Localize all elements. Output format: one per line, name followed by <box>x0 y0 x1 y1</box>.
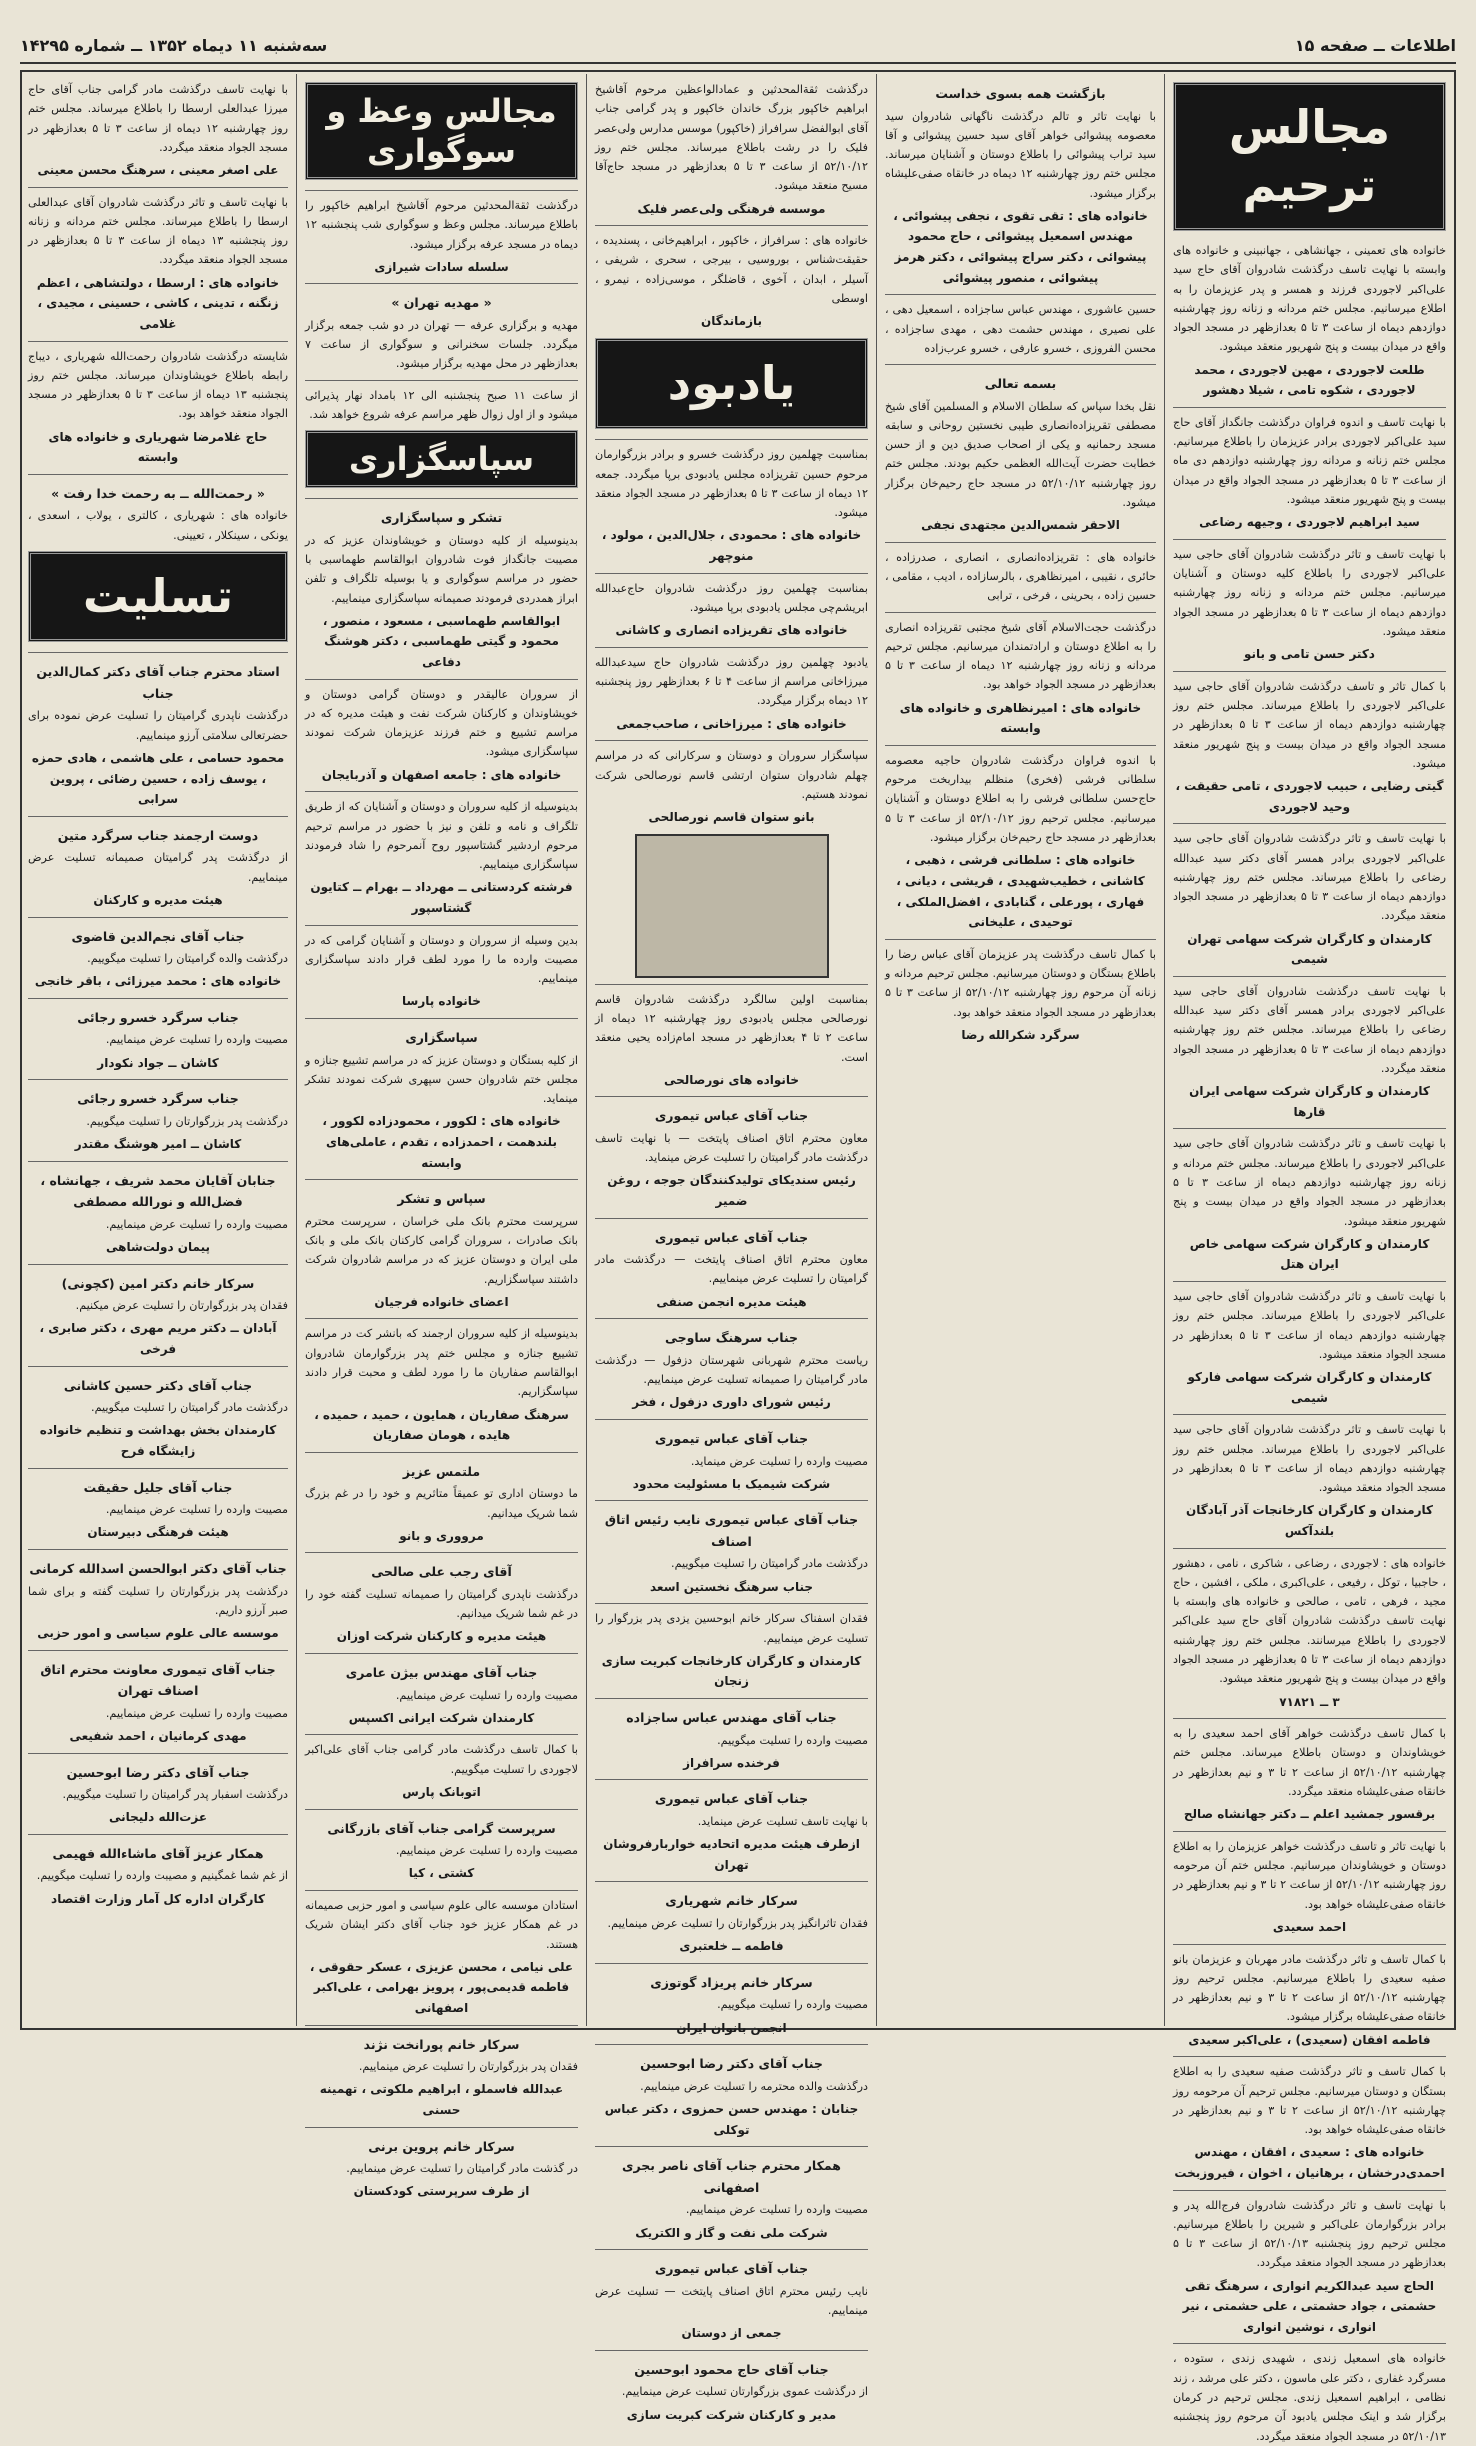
notice <box>1173 1414 1446 1541</box>
notice-signature: کارمندان و کارگران شرکت سهامی ایران قارها <box>1189 1084 1430 1119</box>
notice-signature: طلعت لاجوردی ، مهین لاجوردی ، محمد لاجوردی ، شکوه تامی ، شیلا دهشور <box>1194 362 1425 398</box>
notice <box>28 341 288 468</box>
notice-text: با نهایت تاسف و تاثر درگذشت شادروان آقای حاجی سید علی‌اکبر لاجوردی را باطلاع میرساند. مجلس ختم روز چهارشنبه دوازدهم دیماه از ساعت ۳ تا ۵ بعدازظهر در مسجد الجواد منعقد میشود. <box>1173 1423 1446 1495</box>
notice <box>28 80 288 181</box>
notice-signature: مدیر و کارکنان شرکت کبریت سازی <box>626 2407 837 2422</box>
notice-heading: « رحمت‌الله ــ به رحمت خدا رفت » <box>51 485 265 501</box>
notice-text: با نهایت تاسف و تاثر درگذشت شادروان آقای حاجی سید علی‌اکبر لاجوردی را باطلاع میرساند. مجلس ختم مردانه و زنانه روز چهارشنبه دوازدهم دیماه از ساعت ۳ تا ۵ بعدازظهر در مسجد الجواد واقع در میدان بیست و پنج شهریور منعقد میشود. <box>1173 1137 1447 1228</box>
column-tarhim <box>1164 74 1454 2443</box>
notice-heading: سرکار خانم پروین برنی <box>368 2138 515 2154</box>
notice-text: از غم شما غمگینیم و مصیبت وارده را تسلیت میگوییم. <box>36 1869 288 1883</box>
notice <box>1173 1128 1446 1275</box>
notice-text: با نهایت تاسف درگذشت شادروان آقای حاجی سید علی‌اکبر لاجوردی برادر همسر آقای دکتر سید عبدالله رضاعی را باطلاع میرساند. مجلس ختم روز چهارشنبه دوازدهم دیماه از ساعت ۳ تا ۵ بعدازظهر در مسجد الجواد منعقد میگردد. <box>1173 984 1446 1075</box>
notice-text: با نهایت تاسف و اندوه فراوان درگذشت جانگداز آقای حاج سید علی‌اکبر لاجوردی برادر عزیزمان را باطلاع میرسانیم. مجلس ختم زنانه و مردانه روز چهارشنبه دوازدهم دی ماه از ساعت ۳ تا ۵ بعدازظهر در مسجد الجواد واقع در میدان بیست و پنج شهریور منعقد میشود. <box>1173 415 1447 506</box>
notice <box>1173 823 1446 970</box>
notice <box>305 1552 578 1647</box>
notice <box>595 573 868 641</box>
notice <box>28 1834 288 1909</box>
notice-signature: ۳ ــ ۷۱۸۲۱ <box>1279 1694 1340 1709</box>
notice <box>885 83 1156 288</box>
notice-signature: حاج غلامرضا شهریاری و خانواده های وابسته <box>48 429 268 465</box>
notice-signature: هیئت مدیره و کارکنان شرکت اوزان <box>336 1629 547 1644</box>
notice-text: بدینوسیله از کلیه دوستان و خویشاوندان عزیز که در مصیبت جانگداز فوت شادروان ابوالقاسم طهماسبی با حضور در مراسم سوگواری و یا بوسیله تلگراف و تلفن ابراز همدردی فرمودند صمیمانه سپاسگزاری مینماییم. <box>305 533 578 605</box>
notice-text: مصیبت وارده را تسلیت عرض مینماییم. <box>105 1503 288 1517</box>
notice-heading: استاد محترم جناب آقای دکتر کمال‌الدین جناب <box>36 664 280 701</box>
notice-heading: جنابان آقایان محمد شریف ، جهانشاه ، فضل‌الله و نورالله مصطفی <box>40 1172 276 1210</box>
notice-text: خانواده های : سرافراز ، خاکپور ، ابراهیم‌خانی ، پسندیده ، حقیقت‌شناس ، بوروسیی ، بیرجی ، سحری ، شریفی ، آسیلر ، ابدان ، آخوی ، قاضلگر ، موسی‌زاده ، نیمرو ، اوسطی <box>595 234 868 306</box>
notice-text: خانواده های تعمینی ، جهانشاهی ، جهانبینی و خانواده های وابسته با نهایت تاسف درگذشت شادروان آقای حاج سید علی‌اکبر لاجوردی فرزند و همسر و پدر عزیزمان را به اطلاع میرسانیم. مجلس ختم مردانه و زنانه روز چهارشنبه دوازدهم دیماه از ساعت ۳ تا ۵ بعدازظهر در مسجد الجواد واقع در میدان بیست و پنج شهریور منعقد میشود. <box>1173 244 1446 354</box>
notice-heading: سپاس و تشکر <box>397 1191 486 1207</box>
notice-heading: سرکار خانم دکتر امین (کچونی) <box>61 1275 255 1291</box>
notice-text: خانواده های : تقریزاده‌انصاری ، انصاری ، صدرزاده ، حائری ، نقیبی ، امیرنظاهری ، بالرسازاده ، ادیب ، مقامی ، حسین زاده ، بحرینی ، فرخی ، ترابی <box>885 550 1156 603</box>
notice-text: مصیبت وارده را تسلیت میگوییم. <box>717 1998 868 2012</box>
notice-signature: بانو ستوان قاسم نورصالحی <box>648 810 815 825</box>
notice-text: خانواده های : شهریاری ، کالتری ، یولاب ، اسعدی ، یونکی ، سینکلار ، تعیینی. <box>28 509 288 542</box>
notice-heading: دوست ارجمند جناب سرگرد متین <box>57 827 259 843</box>
notice <box>595 1500 868 1597</box>
notice <box>885 939 1156 1046</box>
notice-text: بمناسبت چهلمین روز درگذشت خسرو و برادر بزرگوارمان مرحوم حسین تقریزاده مجلس یادبودی برپا میگردد. جمعه ۱۲ دیماه از ساعت ۳ تا ۵ بعدازظهر در مسجد الجواد منعقد میشود. <box>595 448 869 520</box>
notice-heading: ملتمس عزیز <box>402 1463 481 1479</box>
notice-signature: جناب سرهنگ نخستین اسعد <box>650 1579 813 1594</box>
notice-text: با کمال تاسف و تاثر درگذشت مادر مهربان و عزیزمان بانو صفیه سعیدی را باطلاع میرسانیم. مجلس ترحیم روز چهارشنبه ۵۲/۱۰/۱۲ از ساعت ۲ تا ۳ و نیم بعدازظهر در خانقاه صفی‌علیشاه برگزار میشود. <box>1173 1952 1446 2024</box>
notice-signature: علی نیامی ، محسن عزیزی ، عسکر حقوقی ، فاطمه قدیمی‌پور ، پرویز بهرامی ، علی‌اکبر اصفهانی <box>309 1959 574 2016</box>
notice-heading: جناب آقای مهندس بیژن عامری <box>345 1665 538 1681</box>
notice-text: با کمال تاثر و تاسف درگذشت شادروان آقای حاجی سید علی‌اکبر لاجوردی را باطلاع میرساند. مجلس ختم روز چهارشنبه دوازدهم دیماه از ساعت ۳ تا ۵ بعدازظهر در مسجد الجواد واقع در میدان بیست و پنج شهریور منعقد میشود. <box>1173 679 1446 770</box>
notice-text: بمناسبت اولین سالگرد درگذشت شادروان قاسم نورصالحی مجلس یادبودی روز چهارشنبه ۱۲ دیماه از ساعت ۲ تا ۴ بعدازظهر در مسجد امام‌زاده یحیی منعقد است. <box>595 992 869 1064</box>
notice <box>1173 2056 1446 2183</box>
notice-text: از درگذشت پدر گرامیتان صمیمانه تسلیت عرض مینماییم. <box>28 851 288 884</box>
notice-signature: فاطمه افقان (سعیدی) ، علی‌اکبر سعیدی <box>1188 2032 1431 2047</box>
notice-text: مصیبت وارده را تسلیت عرض مینماییم. <box>105 1217 288 1231</box>
notice-signature: ازطرف هیئت مدیره اتحادیه خواربارفروشان تهران <box>603 1837 860 1872</box>
notice-signature: احمد سعیدی <box>1272 1919 1347 1934</box>
notice-signature: فاطمه ــ خلعتبری <box>679 1939 784 1954</box>
notice-heading: جناب سرگرد خسرو رجائی <box>77 1009 239 1025</box>
notice <box>595 2350 868 2425</box>
notice <box>595 740 868 827</box>
notice-heading: سرپرست گرامی جناب آقای بازرگانی <box>327 1820 556 1836</box>
notice <box>305 2127 578 2202</box>
notice <box>595 1218 868 1313</box>
notice-heading: جناب سرگرد خسرو رجائی <box>77 1091 239 1107</box>
notice-text: با نهایت تاسف تسلیت عرض مینماید. <box>697 1814 868 1828</box>
notice <box>305 190 578 277</box>
notice <box>28 1650 288 1747</box>
notice <box>1173 2343 1446 2445</box>
notice <box>1173 539 1446 665</box>
notice-signature: موسسه فرهنگی ولی‌عصر فلیک <box>637 201 826 216</box>
notice-text: خانواده های : لاجوردی ، رضاعی ، شاکری ، نامی ، دهشور ، حاجبیا ، توکل ، رفیعی ، علی‌اکبری ، ملکی ، افشین ، حاج مجید ، فرهی ، تامی ، صالحی و خانواده های وابسته با نهایت تاسف درگذشت شادروان آقای حاج سید علی‌اکبر لاجوردی را باطلاع میرسانند. مجلس ختم روز چهارشنبه دوازدهم دیماه از ساعت ۳ تا ۵ بعدازظهر در مسجد الجواد واقع در میدان بیست و پنج شهریور منعقد میشود. <box>1173 1556 1446 1686</box>
date-line: سه‌شنبه ۱۱ دیماه ۱۳۵۲ ــ شماره ۱۴۲۹۵ <box>20 35 328 55</box>
notice <box>305 1734 578 1802</box>
notice-text: با کمال تاسف درگذشت مادر گرامی جناب آقای علی‌اکبر لاجوردی را تسلیت میگوییم. <box>305 1743 578 1776</box>
notice-signature: کارمندان و کارگران شرکت سهامی تهران شیمی <box>1187 931 1432 967</box>
notice <box>305 1452 578 1547</box>
notice <box>305 791 578 918</box>
notice-heading: جناب سرهنگ ساوجی <box>664 1330 799 1346</box>
notice-signature: کارمندان و کارگران شرکت سهامی خاص ایران هتل <box>1189 1236 1430 1272</box>
notice-text: درگذشت اسفبار پدر گرامیتان را تسلیت میگوییم. <box>62 1788 288 1802</box>
column-vaz <box>296 74 586 2199</box>
notice-heading: سپاسگزاری <box>405 1030 478 1046</box>
page-header <box>20 28 1456 64</box>
notice-heading: همکار محترم جناب آقای ناصر بجری اصفهانی <box>622 2158 841 2195</box>
notice-text: استادان موسسه عالی علوم سیاسی و امور حزبی صمیمانه در غم همکار عزیز خود جناب آقای دکتر ایشان شریک هستند. <box>305 1899 578 1951</box>
notice-signature: هیئت مدیره و کارکنان <box>93 892 223 907</box>
notice <box>28 917 288 992</box>
notice-signature: فرخنده سرافراز <box>683 1755 780 1770</box>
notice-signature: کارگران اداره کل آمار وزارت اقتصاد <box>51 1891 265 1906</box>
notice <box>28 1468 288 1543</box>
notice-text: با نهایت تاسف و تاثر درگذشت شادروان آقای عبدالعلی ارسطا را باطلاع میرساند. مجلس ختم مردانه و زنانه روز پنجشنبه ۱۳ دیماه از ساعت ۳ تا ۵ بعدازظهر در مسجد الجواد منعقد میگردد. <box>28 195 289 267</box>
portrait-photo <box>635 834 829 978</box>
notice-signature: هیئت فرهنگی دبیرستان <box>87 1525 229 1540</box>
notice-signature: کارمندان و کارگران کارخانجات آذر آبادگان بلندآکس <box>1185 1503 1433 1539</box>
notice <box>595 1603 868 1692</box>
notice-signature: اعضای خانواده فرجیان <box>374 1294 509 1309</box>
notice-heading: جناب آقای عباس تیموری <box>654 1431 809 1446</box>
notice-signature: سلسله سادات شیرازی <box>374 259 509 274</box>
notice-text: نقل بخدا سپاس که سلطان الاسلام و المسلمین آقای شیخ مصطفی تقریزاده‌انصاری طیبی نخستین روحانی و سابقه مسجد رحمانیه و یکی از اصحاب صدیق دین و از حسن خطابت حضرت آیت‌الله العظمی حکیم بودند. مجلس ختم روز چهارشنبه ۵۲/۱۰/۱۲ در مسجد حاج رحیم‌خان برگزار میشود. <box>885 399 1156 509</box>
notice <box>305 1890 578 2019</box>
notice-signature: کاشان ــ امیر هوشنگ مقتدر <box>74 1137 242 1152</box>
notice <box>305 679 578 786</box>
notice-signature: از طرف سرپرستی کودکستان <box>353 2184 530 2199</box>
notice-text: با کمال تاسف و تاثر درگذشت صفیه سعیدی را به اطلاع بستگان و دوستان میرسانیم. مجلس ترحیم آن مرحومه روز چهارشنبه ۵۲/۱۰/۱۲ از ساعت ۲ تا ۳ و نیم بعدازظهر در خانقاه صفی‌علیشاه خواهد بود. <box>1173 2065 1446 2137</box>
notice-signature: خانواده های : سلطانی فرشی ، ذهبی ، کاشانی ، خطیب‌شهیدی ، قریشی ، دیانی ، فهاری ، پورعلی ، گنابادی ، افضل‌الملکی ، توحیدی ، علیخانی <box>896 853 1145 930</box>
notice-text: نایب رئیس محترم اتاق اصناف پایتخت — تسلیت عرض مینماییم. <box>595 2284 868 2317</box>
notice-signature: کارمندان و کارگران شرکت سهامی فارکو شیمی <box>1187 1370 1432 1405</box>
notice-signature: عبدالله فاسملو ، ابراهیم ملکوتی ، تهمینه حسنی <box>319 2082 564 2118</box>
notice-signature: محمود حسامی ، علی هاشمی ، هادی حمزه ، یوسف زاده ، حسین رضائی ، پروین سرابی <box>31 751 285 807</box>
notice-signature: رئیس شورای داوری دزفول ، فخر <box>632 1395 831 1410</box>
notice-signature: الحاج سید عبدالکریم انواری ، سرهنگ تقی حشمتی ، جواد حشمتی ، علی حشمتی ، نیر انواری ، نوشین انواری <box>1182 2278 1437 2334</box>
notice-text: بمناسبت چهلمین روز درگذشت شادروان حاج‌عبدالله ابریشم‌چی مجلس یادبودی برپا میشود. <box>595 581 868 614</box>
notice-text: با نهایت تاسف و تاثر درگذشت شادروان فرج‌الله پدر و برادر بزرگوارمان علی‌اکبر و شیرین را باطلاع میرسانیم. مجلس ترحیم روز پنجشنبه ۵۲/۱۰/۱۳ از ساعت ۳ تا ۵ بعدازظهر در مسجد الجواد منعقد میگردد. <box>1173 2198 1446 2270</box>
c2-body <box>885 83 1156 1045</box>
notice-signature: اتوبانک پارس <box>402 1785 481 1800</box>
notice <box>595 225 868 332</box>
notice-text: از کلیه بستگان و دوستان عزیز که در مراسم تشییع جنازه و مجلس ختم شادروان حسن سپهری شرکت نمودند تشکر مینماید. <box>305 1053 578 1106</box>
notice-signature: شرکت ملی نفت و گاز و الکتریک <box>635 2225 828 2240</box>
notice-signature: فرشته کردستانی ــ مهرداد ــ بهرام ــ کتایون گشتاسپور <box>310 880 573 916</box>
notice <box>1173 1944 1446 2051</box>
notice-signature: عزت‌الله دلیجانی <box>108 1810 208 1825</box>
notice-text: مصیبت وارده را تسلیت عرض مینماید. <box>690 1454 868 1468</box>
banner-vaz: مجالس وعظ و سوگواری <box>305 82 578 180</box>
notice <box>885 364 1156 536</box>
notice <box>1173 1548 1446 1712</box>
column-yadbood <box>586 74 876 2422</box>
notice-heading: سرکار خانم پریزاد گوتوزی <box>650 1974 813 1990</box>
notice <box>305 1653 578 1728</box>
notice <box>28 1161 288 1258</box>
notice <box>885 294 1156 358</box>
notice-heading: جناب آقای دکتر حسین کاشانی <box>63 1377 253 1393</box>
notice-text: مصیبت وارده را تسلیت عرض مینماییم. <box>685 2203 868 2217</box>
notice-heading: تشکر و سپاسگزاری <box>380 510 503 526</box>
notice-text: با کمال تاسف درگذشت خواهر آقای احمد سعیدی را به خویشاوندان و دوستان باطلاع میرساند. مجلس ختم چهارشنبه ۵۲/۱۰/۱۲ از ساعت ۲ تا ۳ و نیم بعدازظهر در خانقاه صفی‌علیشاه منعقد میگردد. <box>1173 1727 1446 1798</box>
c5-body <box>28 80 288 1909</box>
notice-text: سپاسگزار سروران و دوستان و سرکارانی که در مراسم چهلم شادروان ستوان ارتشی قاسم نورصالحی شرکت نمودند هستیم. <box>595 749 868 801</box>
notice-signature: خانواده های نورصالحی <box>663 1072 800 1087</box>
notice-signature: پیمان دولت‌شاهی <box>106 1239 210 1254</box>
notice-signature: گیتی رضایی ، حبیب لاجوردی ، تامی حقیقت ، وحید لاجوردی <box>1175 779 1444 814</box>
notice-text: با اندوه فراوان درگذشت شادروان حاجیه معصومه سلطانی فرشی (فخری) منظلم بیداربخت مرحوم حاج‌حسن سلطانی فرشی را به اطلاع دوستان و آشنایان میرسانیم. مجلس ترحیم روز ۵۲/۱۰/۱۲ از ساعت ۳ تا ۵ بعدازظهر در مسجد حاج رحیم‌خان برگزار میشود. <box>885 753 1157 845</box>
notice <box>1173 671 1446 818</box>
banner-yadbood: یادبود <box>595 338 868 430</box>
notice <box>1173 976 1446 1123</box>
notice-heading: جناب آقای مهندس عباس ساجزاده <box>626 1710 837 1726</box>
notice-heading: جناب آقای عباس تیموری نایب رئیس اتاق اصناف <box>604 1512 859 1549</box>
notice <box>885 612 1156 739</box>
notice <box>28 474 288 545</box>
notice-text: درگذشت والده گرامیتان را تسلیت میگوییم. <box>87 952 288 966</box>
notice-signature: خانواده های : محمد میرزائی ، باقر خانجی <box>34 974 282 989</box>
notice-heading: جناب آقای عباس تیموری <box>654 1108 809 1124</box>
notice-text: درگذشت پدر بزرگوارتان را تسلیت گفته و برای شما صبر آرزو داریم. <box>28 1584 288 1617</box>
notice-signature: خانواده های : محمودی ، جلال‌الدین ، مولود ، منوچهر <box>601 528 862 564</box>
notice <box>595 1698 868 1773</box>
notice-signature: خانواده های : لکوور ، محمودزاده لکوور ، بلندهمت ، احمدزاده ، تقدم ، عاملی‌های وابسته <box>322 1114 561 1170</box>
notice-heading: جناب آقای تیموری معاونت محترم اتاق اصناف تهران <box>40 1661 276 1699</box>
notice-signature: سرهنگ صفاریان ، همایون ، حمید ، حمیده ، هایده ، هومان صفاریان <box>314 1407 569 1443</box>
notice-heading: جناب آقای دکتر رضا ابوحسین <box>640 2056 823 2072</box>
notice-signature: سرگرد شکرالله رضا <box>961 1027 1080 1042</box>
notice-text: معاون محترم اتاق اصناف پایتخت — با نهایت تاسف درگذشت مادر گرامیتان را تسلیت عرض مینماید. <box>595 1131 868 1165</box>
notice-heading: جناب آقای جلیل حقیقت <box>83 1479 233 1495</box>
notice-text: فقدان تاثرانگیز پدر بزرگوارتان را تسلیت عرض مینماییم. <box>607 1916 868 1930</box>
notice-heading: جناب آقای عباس تیموری <box>654 2261 809 2277</box>
notice <box>305 2025 578 2121</box>
notice-signature: ابوالقاسم طهماسبی ، مسعود ، منصور ، محمود و گیتی طهماسبی ، دکتر هوشنگ دفاعی <box>322 613 561 670</box>
notice-signature: خانواده های : امیرنظاهری و خانواده های وابسته <box>899 700 1142 736</box>
banner-sepas: سپاسگزاری <box>305 430 578 488</box>
notice-signature: کارمندان بخش بهداشت و تنظیم خانواده زایشگاه فرح <box>39 1423 277 1458</box>
notice-signature: علی اصغر معینی ، سرهنگ محسن معینی <box>37 163 279 178</box>
notice <box>595 1881 868 1956</box>
notice <box>595 1779 868 1875</box>
notice-text: ما دوستان اداری تو عمیقاً متاثریم و خود را در غم بزرگ شما شریک میدانیم. <box>305 1487 578 1520</box>
notice-heading: جناب آقای دکتر ابوالحسن اسدالله کرمانی <box>29 1561 287 1577</box>
notice-text: مصیبت وارده را تسلیت عرض مینماییم. <box>395 1688 578 1702</box>
notice <box>1173 1281 1446 1408</box>
notice-heading: جناب آقای حاج محمود ابوحسین <box>634 2361 829 2377</box>
notice-text: فقدان پدر بزرگوارتان را تسلیت عرض مینماییم. <box>358 2060 578 2074</box>
notice-signature: آبادان ــ دکتر مریم مهری ، دکتر صابری ، فرخی <box>39 1321 277 1356</box>
notice-signature: کارمندان شرکت ایرانی اکسپس <box>348 1710 535 1725</box>
notice <box>305 1318 578 1445</box>
notice <box>305 1018 578 1173</box>
notice-heading: همکار عزیز آقای ماشاءالله فهیمی <box>52 1845 264 1861</box>
notice-signature: شرکت شیمیک با مسئولیت محدود <box>632 1476 831 1491</box>
notice-text: سرپرست محترم بانک ملی خراسان ، سرپرست محترم بانک صادرات ، سروران گرامی کارکنان بانک ملی و بانک ملی ایران و دوستان عزیز که در مراسم شادروان شرکت داشتند سپاسگزاریم. <box>305 1214 578 1286</box>
notice-text: مصیبت وارده را تسلیت میگوییم. <box>717 1733 868 1747</box>
notice-text: درگذشت مادر گرامیتان را تسلیت میگوییم. <box>91 1401 288 1415</box>
notice <box>28 1366 288 1462</box>
banner-tasliat: تسلیت <box>28 551 288 643</box>
notice <box>28 1549 288 1644</box>
notice-text: درگذشت حجت‌الاسلام آقای شیخ مجتبی تقریزاده انصاری را به اطلاع دوستان و ارادتمندان میرسانیم. مجلس ترحیم مردانه و زنانه روز چهارشنبه ۱۲ دیماه از ساعت ۳ تا ۵ بعدازظهر در مسجد الجواد خواهد بود. <box>885 620 1156 692</box>
notice-signature: دکتر حسن تامی و بانو <box>1244 647 1375 662</box>
notice-signature: مرووری و بانو <box>399 1528 484 1543</box>
notice <box>595 439 868 566</box>
masthead: اطلاعات ــ صفحه ۱۵ <box>1294 35 1456 55</box>
notice-signature: کشتی ، کیا <box>408 1866 475 1881</box>
notice-signature: کاشان ــ جواد نکودار <box>97 1055 219 1070</box>
notice <box>1173 1831 1446 1938</box>
notice <box>595 647 868 734</box>
notice-text: در گذشت مادر گرامیتان را تسلیت عرض مینماییم. <box>346 2162 578 2176</box>
banner-tarhim: مجالس ترحیم <box>1173 82 1446 231</box>
notice-heading: سرکار خانم شهریاری <box>665 1893 798 1909</box>
notice <box>885 542 1156 606</box>
notice-signature: بازماندگان <box>700 314 763 329</box>
notice-text: مهدیه و برگزاری عرفه — تهران در دو شب جمعه برگزار میگردد. جلسات سخنرانی و سوگواری از ساعت ۷ بعدازظهر در محل مهدیه برگزار میشود. <box>305 318 578 371</box>
notice <box>28 187 288 335</box>
notice-heading: « مهدیه تهران » <box>391 295 492 311</box>
notice-text: با نهایت تاسف و تاثر درگذشت شادروان آقای حاجی سید علی‌اکبر لاجوردی را باطلاع کلیه دوستان و آشنایان میرسانیم. مجلس ختم مردانه و زنانه روز چهارشنبه دوازدهم دیماه از ساعت ۳ تا ۵ بعدازظهر در مسجد الجواد منعقد میشود. <box>1173 547 1446 638</box>
notice <box>595 1419 868 1494</box>
notice-signature: الاحقر شمس‌الدین مجتهدی نجفی <box>921 518 1120 533</box>
notice-text: شایسته درگذشت شادروان رحمت‌الله شهریاری ، دیباج رابطه باطلاع خویشاوندان میرساند. مجلس ختم روز پنجشنبه ۱۳ دیماه از ساعت ۳ تا ۵ بعدازظهر در مسجد الجواد منعقد خواهد بود. <box>28 349 288 421</box>
notice-text: درگذشت مادر گرامیتان را تسلیت میگوییم. <box>671 1557 868 1571</box>
notice-heading: بازگشت همه بسوی خداست <box>935 86 1106 101</box>
notice-text: درگذشت پدر بزرگوارتان را تسلیت میگوییم. <box>86 1114 288 1128</box>
notice-text: بدین وسیله از سروران و دوستان و آشنایان گرامی که در مصیبت وارده ما را مورد لطف قرار دادند سپاسگزاری مینماییم. <box>305 933 578 986</box>
notice <box>595 80 868 219</box>
notice <box>1173 1718 1446 1825</box>
notice-signature: خانواده پارسا <box>402 994 481 1009</box>
notice-text: با نهایت تاثر و تاسف درگذشت خواهر عزیزمان را به اطلاع دوستان و خویشاوندان میرسانیم. مجلس ختم آن مرحومه روز چهارشنبه ۵۲/۱۰/۱۲ از ساعت ۲ تا ۳ و نیم بعدازظهر در خانقاه صفی‌علیشاه خواهد بود. <box>1173 1839 1447 1911</box>
column-5 <box>20 74 296 2026</box>
notice-signature: خانواده های تقریزاده انصاری و کاشانی <box>615 623 848 638</box>
notice <box>595 1096 868 1211</box>
notice-text: خانواده های اسمعیل زندی ، شهیدی زندی ، ستوده ، مسرگرد غفاری ، دکتر علی ماسون ، دکتر علی مرشد ، زند نظامی ، ابراهیم اسمعیل زندی. مجلس ترحیم در کرمان برگزار شد و اینک مجلس یادبود آن مرحوم روز پنجشنبه ۵۲/۱۰/۱۳ در مسجد الجواد منعقد میگردد. <box>1173 2352 1446 2443</box>
notice-text: با نهایت تاسف درگذشت مادر گرامی جناب آقای حاج میرزا عبدالعلی ارسطا را باطلاع میرساند. مجلس ختم روز چهارشنبه ۱۲ دیماه از ساعت ۳ تا ۵ بعدازظهر در مسجد الجواد منعقد میگردد. <box>28 83 289 154</box>
notice-text: فقدان اسفناک سرکار خانم ابوحسین یزدی پدر بزرگوار را تسلیت عرض مینماییم. <box>595 1612 868 1645</box>
notice <box>305 1179 578 1312</box>
notice <box>595 2146 868 2243</box>
notice-signature: سید ابراهیم لاجوردی ، وجیهه رضاعی <box>1199 515 1420 530</box>
notice-signature: هیئت مدیره انجمن صنفی <box>656 1294 807 1309</box>
notice-text: با نهایت تاسف و تاثر درگذشت شادروان آقای حاجی سید علی‌اکبر لاجوردی را باطلاع میرساند. مجلس ختم روز چهارشنبه دوازدهم دیماه از ساعت ۳ تا ۵ بعدازظهر در مسجد الجواد منعقد میشود. <box>1173 1290 1446 1361</box>
notice <box>28 1753 288 1828</box>
notice-text: معاون محترم اتاق اصناف پایتخت — درگذشت مادر گرامیتان را تسلیت عرض مینماییم. <box>595 1253 868 1286</box>
notice-text: با کمال تاسف درگذشت پدر عزیزمان آقای عباس رضا را باطلاع بستگان و دوستان میرسانیم. مجلس ترحیم مردانه و زنانه آن مرحوم روز چهارشنبه ۵۲/۱۰/۱۲ از ساعت ۳ تا ۵ بعدازظهر در مسجد الجواد منعقد خواهد بود. <box>885 947 1156 1019</box>
notice-signature: کارمندان و کارگران کارخانجات کبریت سازی زنجان <box>601 1653 862 1689</box>
notice-heading: جناب آقای عباس تیموری <box>654 1229 809 1245</box>
notice-text: درگذشت ثقةالمحدثین و عمادالواعظین مرحوم آقاشیخ ابراهیم خاکپور بزرگ خاندان خاکپور و پدر گرامی جناب آقای ابوالفضل سرافراز (خاکپور) موسس مدارس ولی‌عصر فلیک را در رشت باطلاع میرساند. مجلس ختم روز ۵۲/۱۰/۱۲ از ساعت ۳ تا ۵ بعدازظهر در مسجد حاج‌آقا مسیح منعقد میشود. <box>595 83 869 193</box>
notice <box>305 498 578 672</box>
c3-body <box>595 80 868 2425</box>
notice-text: از درگذشت عموی بزرگوارتان تسلیت عرض مینماییم. <box>621 2385 868 2399</box>
notice <box>595 2044 868 2140</box>
notice-signature: برقسور جمشید اعلم ــ دکتر جهانشاه صالح <box>1183 1807 1436 1822</box>
notice-text: مصیبت وارده را تسلیت عرض مینماییم. <box>105 1033 288 1047</box>
notice-signature: جمعی از دوستان <box>681 2326 782 2341</box>
notice-heading: جناب آقای دکتر رضا ابوحسین <box>66 1764 250 1780</box>
notice-text: ریاست محترم شهربانی شهرستان دزفول — درگذشت مادر گرامیتان را صمیمانه تسلیت عرض مینماییم. <box>595 1353 868 1387</box>
notice-signature: رئیس سندیکای تولیدکنندگان جوجه ، روغن ضمیر <box>607 1173 856 1209</box>
notice-signature: خانواده های : میرزاخانی ، صاحب‌جمعی <box>616 716 847 731</box>
notice-signature: خانواده های : تقی تقوی ، نجفی پیشوائی ، مهندس اسمعیل پیشوائی ، حاج محمود پیشوائی ، دکتر سراج پیشوائی ، دکتر هرمز پیشوائی ، منصور پیشوائی <box>893 208 1148 285</box>
notice-text: بدینوسیله از کلیه سروران و دوستان و آشنایان که از طریق تلگراف و نامه و تلفن و نیز با حضور در مراسم ترحیم مرحوم اردشیر گشتاسپور روح آنمرحوم را شاد فرمودند سپاسگزاری مینماییم. <box>305 800 578 872</box>
notice <box>595 1318 868 1413</box>
c1-body <box>1173 241 1446 2446</box>
notice-text: درگذشت ناپدری گرامیتان را صمیمانه تسلیت گفته خود را در غم شما شریک میدانیم. <box>305 1587 578 1621</box>
notice-signature: خانواده های : ارسطا ، دولتشاهی ، اعظم زنگنه ، تدینی ، کاشی ، حسینی ، مجیدی ، غلامی <box>36 275 280 331</box>
notice-signature: موسسه عالی علوم سیاسی و امور حزبی <box>37 1626 279 1641</box>
notice-text: با نهایت تاثر و تالم درگذشت ناگهانی شادروان سید معصومه پیشوائی خواهر آقای سید حسین پیشوائی و آقا سید تراب پیشوائی را باطلاع دوستان و آشنایان میرساند. مجلس ختم روز چهارشنبه ۱۲ دیماه در خانقاه صفی‌علیشاه برگزار میشود. <box>885 109 1156 200</box>
notice-text: درگذشت ثقةالمحدثین مرحوم آقاشیخ ابراهیم خاکپور را باطلاع میرساند. مجلس وعظ و سوگواری شب پنجشنبه ۱۲ دیماه در مسجد عرفه برگزار میشود. <box>305 199 578 251</box>
notice-text: درگذشت ناپدری گرامیتان را تسلیت عرض نموده برای حضرتعالی سلامتی آرزو مینماییم. <box>28 709 288 742</box>
notice <box>305 380 578 425</box>
notice-text: یادبود چهلمین روز درگذشت شادروان حاج سیدعبدالله میرزاخانی مراسم از ساعت ۴ تا ۶ بعدازظهر روز پنجشنبه ۱۲ دیماه برگزار میگردد. <box>595 655 868 708</box>
notice <box>595 1963 868 2038</box>
notice-text: فقدان پدر بزرگوارتان را تسلیت عرض میکنیم. <box>75 1299 288 1313</box>
notice <box>595 2249 868 2344</box>
notice-heading: جناب آقای عباس تیموری <box>654 1791 809 1807</box>
notice <box>1173 407 1446 533</box>
notice-signature: خانواده های : جامعه اصفهان و آذربایجان <box>321 767 562 782</box>
notice-heading: جناب آقای نجم‌الدین قاضوی <box>71 928 245 944</box>
notice-signature: خانواده های : سعیدی ، افقان ، مهندس احمدی‌درخشان ، برهانیان ، اخوان ، فیروزبخت <box>1174 2145 1445 2180</box>
notice <box>28 652 288 809</box>
notice-text: درگذشت والده محترمه را تسلیت عرض مینماییم. <box>640 2079 868 2093</box>
notice-signature: انجمن بانوان ایران <box>676 2020 787 2035</box>
notice-text: از سروران عالیقدر و دوستان گرامی دوستان و خویشاوندان و کارکنان شرکت نفت و هیئت مدیره که در مراسم تشییع و ختم فرزند عزیزمان شرکت نمودند سپاسگزاری میشود. <box>305 687 578 759</box>
notice <box>28 816 288 911</box>
notice-heading: بسمه تعالی <box>984 376 1057 392</box>
notice <box>28 1079 288 1154</box>
notice <box>305 925 578 1012</box>
notice <box>305 1809 578 1884</box>
notice <box>28 1264 288 1360</box>
notice-text: مصیبت وارده را تسلیت عرض مینماییم. <box>395 1844 578 1858</box>
notice-text: بدینوسیله از کلیه سروران ارجمند که بانشر کت در مراسم تشییع جنازه و مجلس ختم پدر بزرگوارمان شادروان ابوالقاسم صفاریان ما را مورد لطف و محبت قرار دادند سپاسگزاریم. <box>305 1327 578 1399</box>
notice-heading: سرکار خانم پورانخت نژند <box>363 2036 520 2052</box>
notice <box>885 745 1156 933</box>
notice <box>595 984 868 1091</box>
notice <box>28 998 288 1073</box>
c4-body <box>305 82 578 2202</box>
notice-signature: مهدی کرمانیان ، احمد شفیعی <box>69 1728 247 1743</box>
notice <box>1173 2190 1446 2338</box>
notice <box>305 283 578 373</box>
notice-text: از ساعت ۱۱ صبح پنجشنبه الی ۱۲ بامداد نهار پذیرائی میشود و از اول زوال ظهر مراسم عرفه شروع خواهد شد. <box>305 388 578 421</box>
column-2 <box>876 74 1164 2026</box>
notice-heading: آقای رجب علی صالحی <box>371 1564 512 1580</box>
notice-text: حسین عاشوری ، مهندس عباس ساجزاده ، اسمعیل دهی ، علی نصیری ، مهندس حشمت دهی ، مهدی ساجزاده ، محسن الفروزی ، خسرو عارفی ، خسرو عرب‌زاده <box>885 303 1156 355</box>
notice-signature: جنابان : مهندس حسن حمزوی ، دکتر عباس توکلی <box>604 2102 859 2137</box>
notice <box>1173 241 1446 401</box>
notice-text: با نهایت تاسف و تاثر درگذشت شادروان آقای حاجی سید علی‌اکبر لاجوردی برادر همسر آقای دکتر سید عبدالله رضاعی را باطلاع میرساند. مجلس ختم روز چهارشنبه دوازدهم دیماه از ساعت ۳ تا ۵ بعدازظهر در مسجد الجواد منعقد میگردد. <box>1173 832 1446 923</box>
notice-text: مصیبت وارده را تسلیت عرض مینماییم. <box>105 1706 288 1720</box>
